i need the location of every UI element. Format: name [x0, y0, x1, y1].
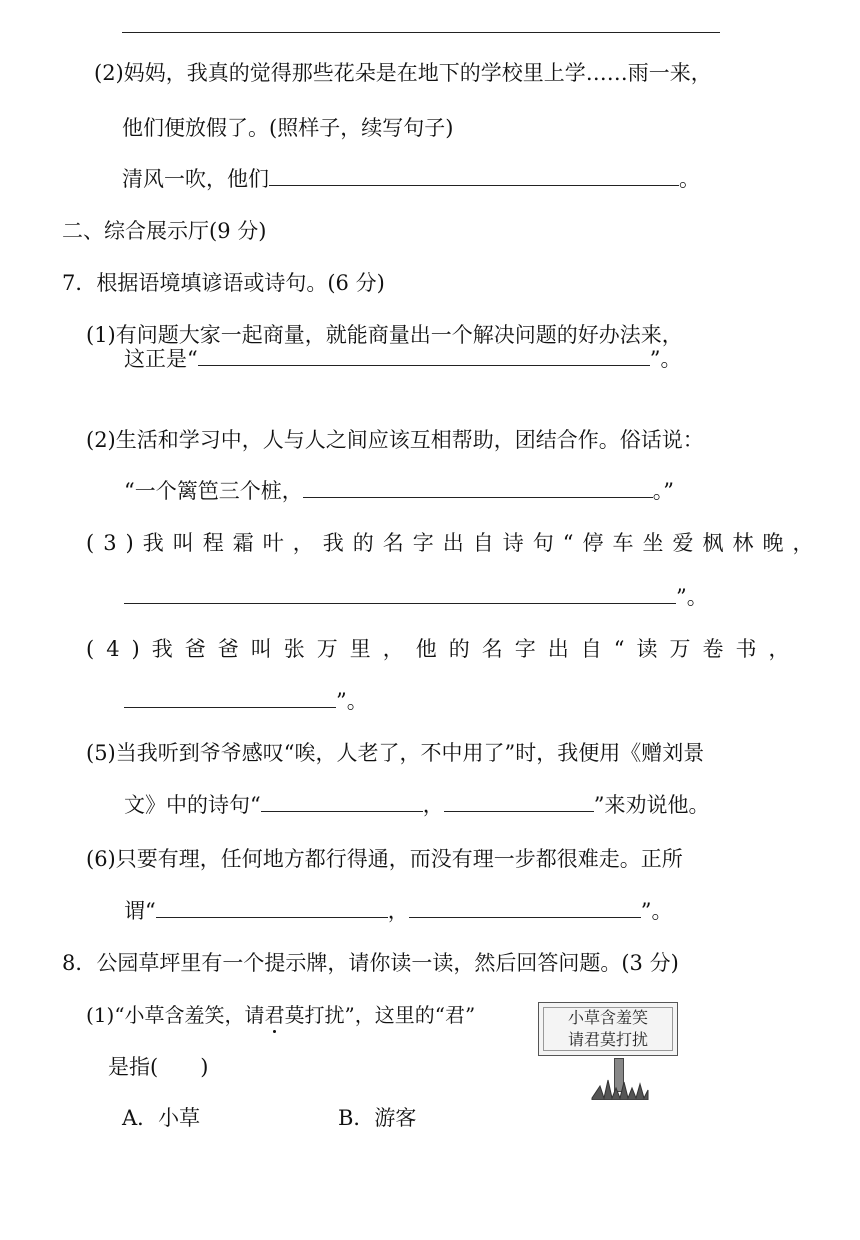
q7-s5-prefix: 文》中的诗句“: [124, 793, 261, 817]
answer-line-top: [122, 32, 720, 33]
sign-text-line1: 小草含羞笑: [567, 1008, 648, 1027]
q7-s5-mid: ，: [422, 793, 444, 817]
answer-blank[interactable]: [198, 345, 650, 366]
answer-blank-1[interactable]: [156, 897, 388, 918]
q8-option-b[interactable]: B．游客: [338, 1106, 417, 1130]
answer-blank-2[interactable]: [409, 897, 641, 918]
q6-item2-suffix: 。: [679, 167, 700, 191]
q7-s3-line2: [124, 582, 708, 612]
q7-s2-line1: (2)生活和学习中，人与人之间应该互相帮助，团结合作。俗话说：: [86, 428, 704, 452]
section2-heading: 二、综合展示厅(9 分): [62, 219, 267, 243]
q7-title: 7．根据语境填谚语或诗句。(6 分): [62, 271, 385, 295]
answer-blank[interactable]: [124, 583, 676, 604]
sign-text-line2: 请君莫打扰: [567, 1030, 648, 1049]
q8-s1-after: 莫打扰”，这里的“君”: [284, 1003, 476, 1027]
answer-blank[interactable]: [269, 165, 679, 186]
answer-blank[interactable]: [303, 477, 653, 498]
q6-item2-line1: (2)妈妈，我真的觉得那些花朵是在地下的学校里上学……雨一来，: [94, 61, 712, 85]
q7-s2-suffix: 。”: [652, 479, 674, 503]
q7-s4-line1: (4)我爸爸叫张万里，他的名字出自“读万卷书，: [86, 637, 802, 661]
q7-s1-prefix: 这正是“: [124, 347, 198, 371]
q7-s6-line1: (6)只要有理，任何地方都行得通，而没有理一步都很难走。正所: [86, 847, 683, 871]
q7-s4-suffix: ”。: [336, 689, 368, 713]
q8-title: 8．公园草坪里有一个提示牌，请你读一读，然后回答问题。(3 分): [62, 951, 679, 975]
q7-s6-suffix: ”。: [640, 899, 673, 923]
q8-s1-line1: [86, 1000, 475, 1030]
q7-s6-prefix: 谓“: [124, 899, 156, 923]
q8-s1-dotted-char: 君: [264, 1003, 285, 1027]
answer-blank-1[interactable]: [261, 791, 423, 812]
q8-option-a[interactable]: A．小草: [122, 1106, 201, 1130]
q7-s1-suffix: ”。: [649, 347, 682, 371]
q7-s3-line1: (3)我叫程霜叶，我的名字出自诗句“停车坐爱枫林晚，: [86, 531, 823, 555]
q7-s1-line1: (1)有问题大家一起商量，就能商量出一个解决问题的好办法来，: [86, 323, 683, 347]
q6-item2-line3: [122, 164, 700, 194]
q7-s6-mid: ，: [387, 899, 409, 923]
q7-s6-line2: [124, 896, 673, 926]
q7-s4-line2: [124, 686, 368, 716]
q6-item2-prefix: 清风一吹，他们: [122, 167, 269, 191]
q7-s5-line2: [124, 790, 710, 820]
answer-blank-2[interactable]: [444, 791, 594, 812]
q7-s5-suffix: ”来劝说他。: [593, 793, 710, 817]
q7-s5-line1: (5)当我听到爷爷感叹“唉，人老了，不中用了”时，我便用《赠刘景: [86, 741, 705, 765]
q8-s1-line2: 是指( ): [108, 1055, 209, 1079]
answer-blank[interactable]: [124, 687, 336, 708]
q8-s1-before: (1)“小草含羞笑，请: [86, 1003, 265, 1027]
lawn-sign: [538, 1002, 678, 1056]
q7-s3-suffix: ”。: [676, 585, 708, 609]
grass-icon: [590, 1076, 650, 1100]
q6-item2-line2: 他们便放假了。(照样子，续写句子): [122, 116, 454, 140]
q7-s2-prefix: “一个篱笆三个桩，: [124, 479, 303, 503]
q7-s2-line2: [124, 476, 674, 506]
q7-s1-line2: [124, 344, 682, 374]
